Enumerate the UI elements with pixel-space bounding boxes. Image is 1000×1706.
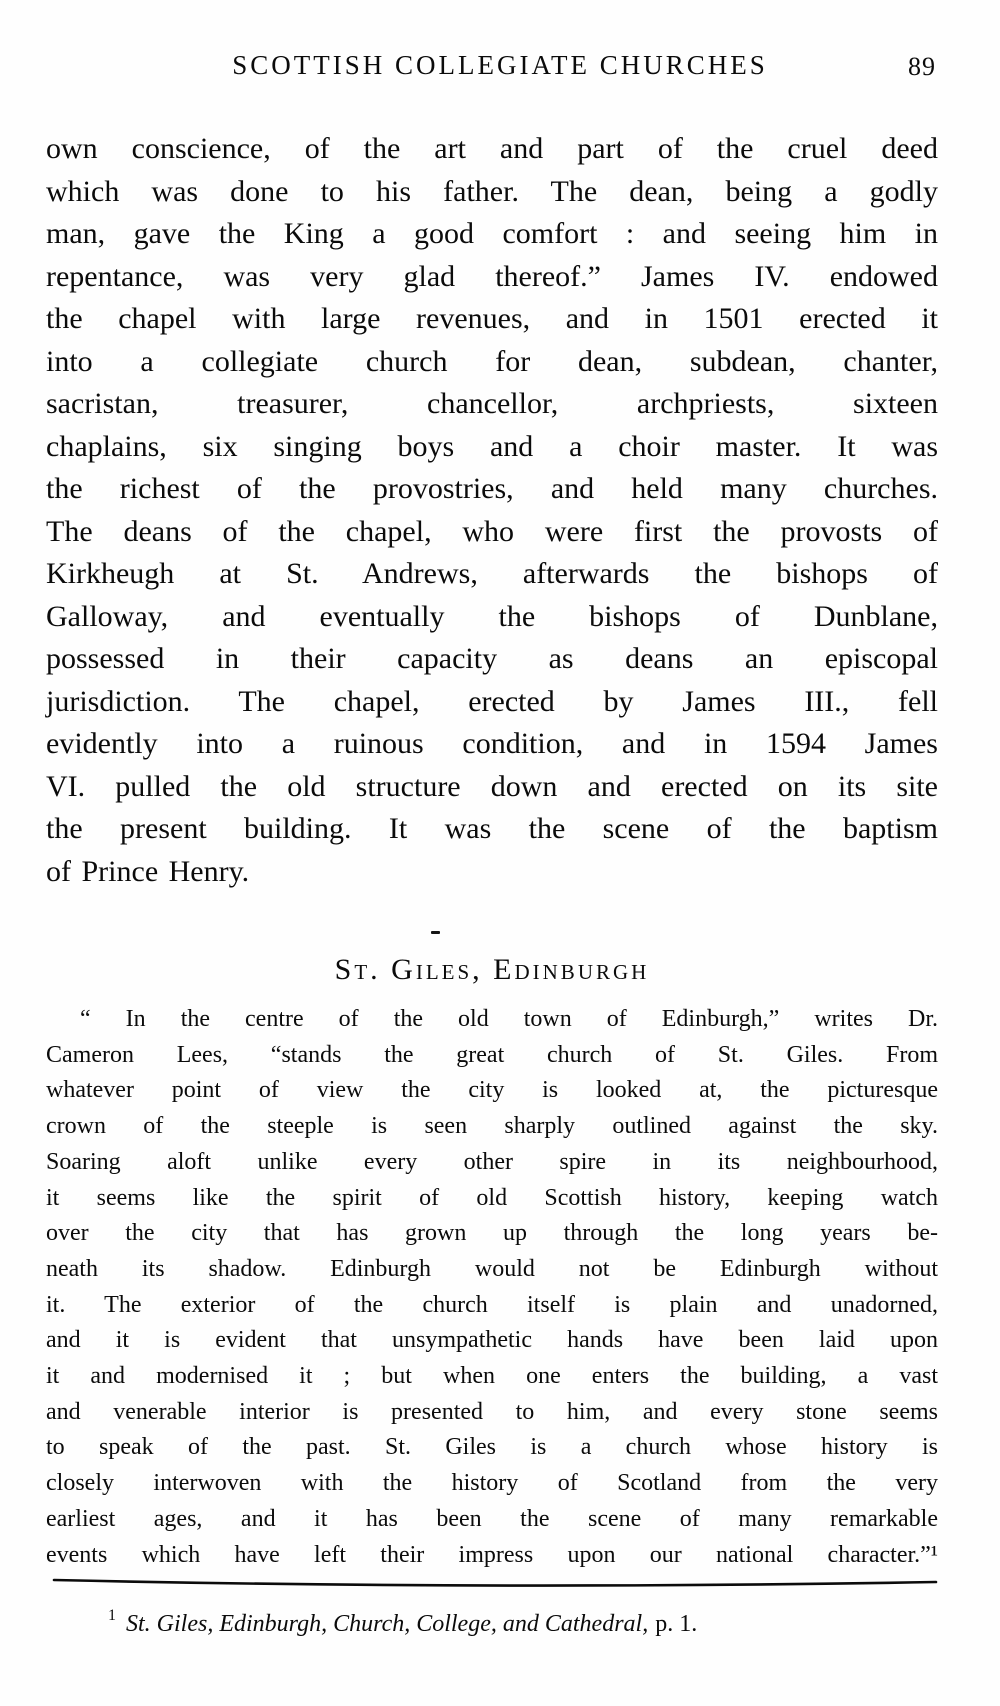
footnote-rule <box>52 1577 938 1591</box>
text-line: and venerable interior is presented to him, and every stone seems <box>46 1398 938 1425</box>
text-line: The deans of the chapel, who were first the provosts of <box>46 514 938 548</box>
text-line: over the city that has grown up through the long years be- <box>46 1220 938 1247</box>
text-line: closely interwoven with the history of Scotland from the very <box>46 1470 938 1497</box>
text-line: own conscience, of the art and part of the cruel deed <box>46 132 938 165</box>
text-line: into a collegiate church for dean, subdean, chanter, <box>46 344 938 378</box>
text-line: it seems like the spirit of old Scottish history, keeping watch <box>46 1184 938 1211</box>
text-line: and it is evident that unsympathetic hands have been laid upon <box>46 1327 938 1354</box>
text-line: Soaring aloft unlike every other spire in its neighbourhood, <box>46 1148 938 1175</box>
paragraph-st-giles <box>46 1002 938 1573</box>
text-line: neath its shadow. Edinburgh would not be Edinburgh without <box>46 1255 938 1282</box>
page-number: 89 <box>908 52 936 81</box>
text-line: of Prince Henry. <box>46 854 250 888</box>
text-line: which was done to his father. The dean, being a godly <box>46 174 938 208</box>
footnote-marker: 1 <box>108 1607 116 1624</box>
text-line: evidently into a ruinous condition, and in 1594 James <box>46 727 938 760</box>
text-line: to speak of the past. St. Giles is a church whose history is <box>46 1434 938 1461</box>
text-line: Galloway, and eventually the bishops of Dunblane, <box>46 599 938 633</box>
text-line: Cameron Lees, “stands the great church of St. Giles. From <box>46 1041 938 1068</box>
text-line: the present building. It was the scene of the baptism <box>46 812 938 845</box>
paragraph-continuation <box>46 128 938 893</box>
text-line: it. The exterior of the church itself is plain and unadorned, <box>46 1291 938 1318</box>
text-line: crown of the steeple is seen sharply outlined against the sky. <box>46 1113 938 1140</box>
text-line: events which have left their impress upon our national character.”¹ <box>46 1541 938 1568</box>
footnote-title: St. Giles, Edinburgh, Church, College, and Cathedral, <box>126 1611 649 1637</box>
footnote-page-ref: p. 1. <box>655 1611 698 1637</box>
text-line: Kirkheugh at St. Andrews, afterwards the bishops of <box>46 557 938 590</box>
footnote <box>46 1601 938 1641</box>
text-line: it and modernised it ; but when one enters the building, a vast <box>46 1363 938 1390</box>
text-line: jurisdiction. The chapel, erected by James III., fell <box>46 684 938 718</box>
text-line: chaplains, six singing boys and a choir master. It was <box>46 429 938 463</box>
running-header-title: SCOTTISH COLLEGIATE CHURCHES <box>232 50 768 80</box>
text-line: whatever point of view the city is looked at, the picturesque <box>46 1077 938 1104</box>
text-line: VI. pulled the old structure down and erected on its site <box>46 769 938 803</box>
text-line: the richest of the provostries, and held many churches. <box>46 472 938 505</box>
scan-artifact-mark <box>431 931 440 934</box>
text-line: sacristan, treasurer, chancellor, archpriests, sixteen <box>46 387 938 420</box>
text-line: possessed in their capacity as deans an episcopal <box>46 642 938 675</box>
text-line: repentance, was very glad thereof.” James IV. endowed <box>46 259 938 293</box>
section-heading: St. Giles, Edinburgh <box>334 953 650 986</box>
text-line: man, gave the King a good comfort : and seeing him in <box>46 217 938 250</box>
text-line: earliest ages, and it has been the scene of many remarkable <box>46 1505 938 1532</box>
text-line: the chapel with large revenues, and in 1501 erected it <box>46 302 938 335</box>
text-line: “ In the centre of the old town of Edinburgh,” writes Dr. <box>80 1006 938 1032</box>
